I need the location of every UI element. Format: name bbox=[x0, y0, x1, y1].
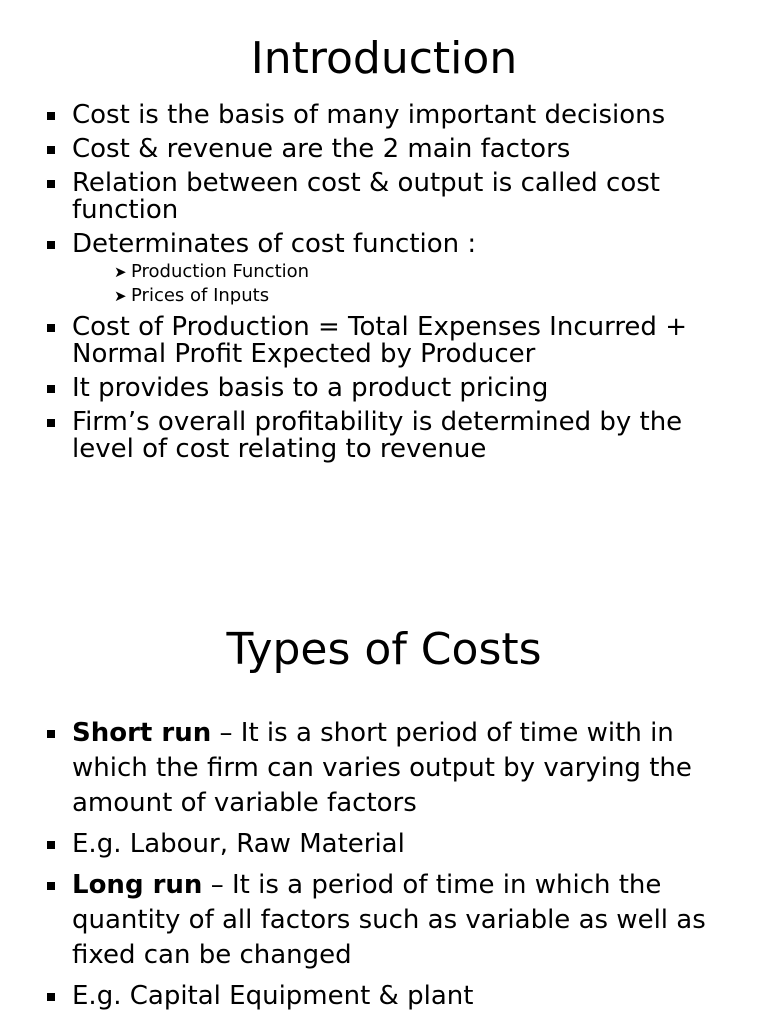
list-item-example bbox=[0, 979, 768, 1014]
sub-list-item bbox=[114, 260, 748, 284]
square-bullet-icon bbox=[47, 841, 55, 849]
sub-bullet-text: Prices of Inputs bbox=[131, 285, 270, 306]
square-bullet-icon bbox=[47, 730, 55, 738]
bullet-text: Cost is the basis of many important decisions bbox=[72, 100, 666, 130]
list-item bbox=[0, 314, 768, 368]
square-bullet-icon bbox=[47, 241, 55, 249]
list-item bbox=[0, 102, 768, 129]
list-item bbox=[0, 136, 768, 163]
list-item bbox=[0, 375, 768, 402]
bullet-text: Determinates of cost function : bbox=[72, 229, 477, 259]
square-bullet-icon bbox=[47, 180, 55, 188]
square-bullet-icon bbox=[47, 146, 55, 154]
sub-bullet-text: Production Function bbox=[131, 261, 310, 282]
sub-list-item bbox=[114, 284, 748, 308]
slide-title-introduction: Introduction bbox=[250, 33, 518, 84]
types-of-costs-bullet-list bbox=[0, 716, 768, 1020]
bullet-text: E.g. Labour, Raw Material bbox=[72, 829, 405, 859]
list-item-example bbox=[0, 827, 768, 862]
square-bullet-icon bbox=[47, 324, 55, 332]
list-item bbox=[0, 231, 768, 308]
list-item-short-run bbox=[0, 716, 768, 821]
square-bullet-icon bbox=[47, 993, 55, 1001]
bullet-text: It provides basis to a product pricing bbox=[72, 373, 549, 403]
term-definition: – It is a short period of time with in which the firm can varies output by varying the amount of variable factors bbox=[72, 718, 692, 818]
slide-title-types-of-costs: Types of Costs bbox=[226, 624, 542, 675]
term-label: Short run bbox=[72, 718, 212, 748]
square-bullet-icon bbox=[47, 112, 55, 120]
square-bullet-icon bbox=[47, 419, 55, 427]
sub-bullet-list bbox=[72, 260, 748, 308]
bullet-text: Firm’s overall profitability is determined by the level of cost relating to revenue bbox=[72, 407, 683, 464]
arrow-head-icon: ➤ bbox=[114, 263, 127, 281]
list-item bbox=[0, 170, 768, 224]
square-bullet-icon bbox=[47, 385, 55, 393]
bullet-text: Relation between cost & output is called cost function bbox=[72, 168, 660, 225]
arrow-head-icon: ➤ bbox=[114, 287, 127, 305]
list-item bbox=[0, 409, 768, 463]
list-item-long-run bbox=[0, 868, 768, 973]
term-label: Long run bbox=[72, 870, 203, 900]
bullet-text: Cost & revenue are the 2 main factors bbox=[72, 134, 571, 164]
bullet-text: E.g. Capital Equipment & plant bbox=[72, 981, 474, 1011]
term-definition: – It is a period of time in which the quantity of all factors such as variable as well as fixed can be changed bbox=[72, 870, 706, 970]
bullet-text: Cost of Production = Total Expenses Incurred + Normal Profit Expected by Producer bbox=[72, 312, 687, 369]
introduction-bullet-list bbox=[0, 102, 768, 470]
square-bullet-icon bbox=[47, 882, 55, 890]
